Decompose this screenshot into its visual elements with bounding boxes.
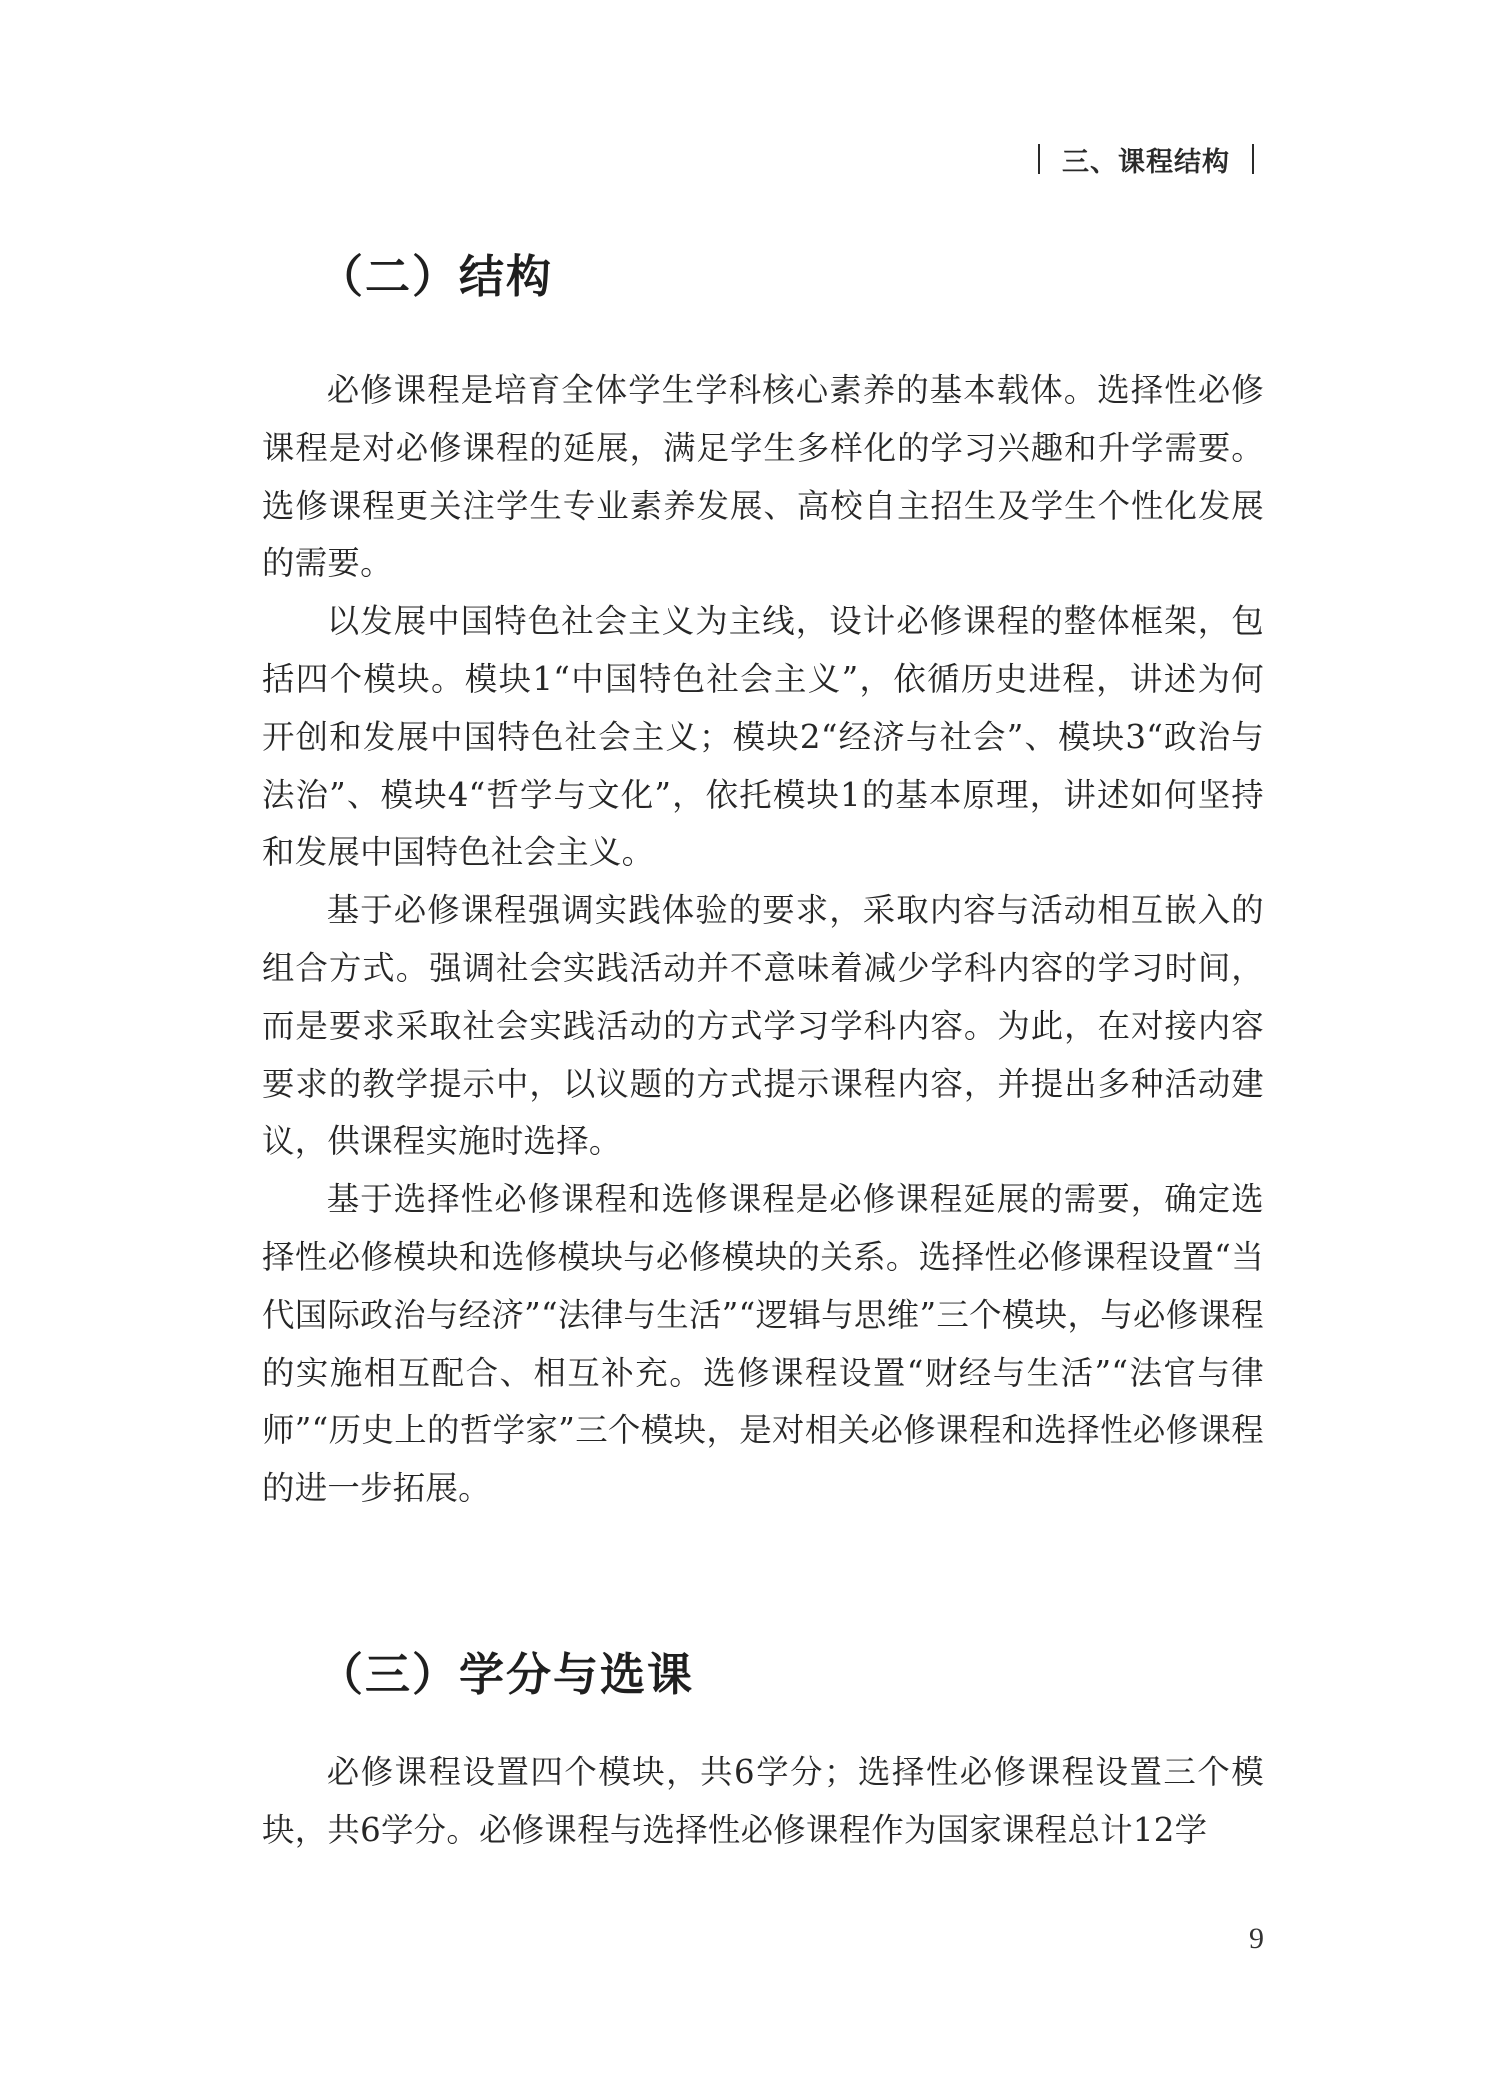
paragraph: 基于必修课程强调实践体验的要求，采取内容与活动相互嵌入的组合方式。强调社会实践活动并不意味着减少学科内容的学习时间，而是要求采取社会实践活动的方式学习学科内容。为此，在对接内容要求的教学提示中，以议题的方式提示课程内容，并提出多种活动建议，供课程实施时选择。 — [262, 891, 1264, 1161]
paragraph: 以发展中国特色社会主义为主线，设计必修课程的整体框架，包括四个模块。模块1“中国特色社会主义”，依循历史进程，讲述为何开创和发展中国特色社会主义；模块2“经济与社会”、模块3“政治与法治”、模块4“哲学与文化”，依托模块1的基本原理，讲述如何坚持和发展中国特色社会主义。 — [262, 602, 1264, 872]
section-heading-structure: （二）结构 — [318, 250, 554, 303]
section-body-structure — [262, 362, 1264, 1518]
section-body-credits — [262, 1744, 1264, 1860]
paragraph: 必修课程设置四个模块，共6学分；选择性必修课程设置三个模块，共6学分。必修课程与选择性必修课程作为国家课程总计12学 — [262, 1753, 1264, 1849]
paragraph: 基于选择性必修课程和选修课程是必修课程延展的需要，确定选择性必修模块和选修模块与必修模块的关系。选择性必修课程设置“当代国际政治与经济”“法律与生活”“逻辑与思维”三个模块，与必修课程的实施相互配合、相互补充。选修课程设置“财经与生活”“法官与律师”“历史上的哲学家”三个模块，是对相关必修课程和选择性必修课程的进一步拓展。 — [262, 1180, 1264, 1508]
section-heading-credits: （三）学分与选课 — [318, 1648, 695, 1701]
paragraph: 必修课程是培育全体学生学科核心素养的基本载体。选择性必修课程是对必修课程的延展，满足学生多样化的学习兴趣和升学需要。选修课程更关注学生专业素养发展、高校自主招生及学生个性化发展的需要。 — [262, 371, 1264, 583]
running-head-left-rule — [1038, 144, 1040, 174]
running-head-right-rule — [1252, 144, 1254, 174]
page-number: 9 — [1249, 1922, 1264, 1955]
running-head-title: 三、课程结构 — [1062, 146, 1230, 178]
running-head — [1016, 142, 1276, 176]
